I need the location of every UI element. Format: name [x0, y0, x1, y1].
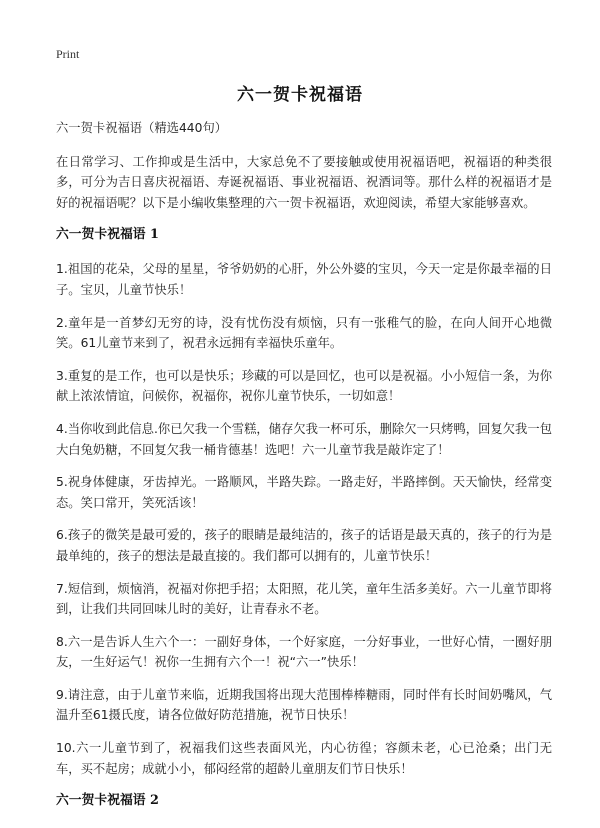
list-item: 1.祖国的花朵，父母的星星，爷爷奶奶的心肝，外公外婆的宝贝，今天一定是你最幸福的日子。宝贝，儿童节快乐！ — [56, 262, 552, 297]
list-item: 3.重复的是工作，也可以是快乐；珍藏的可以是回忆，也可以是祝福。小小短信一条，为你献上浓浓情谊，问候你，祝福你，祝你儿童节快乐，一切如意！ — [56, 368, 552, 404]
page-title: 六一贺卡祝福语 — [237, 85, 363, 105]
list-item: 10.六一儿童节到了，祝福我们这些表面风光，内心彷徨；容颜未老，心已沧桑；出门无车，买不起房；成就小小，郁闷经常的超龄儿童朋友们节日快乐！ — [56, 741, 552, 776]
article-body — [56, 118, 552, 825]
list-item: 9.请注意，由于儿童节来临，近期我国将出现大范围棒棒糖雨，同时伴有长时间奶嘴风，气温升至61摄氏度，请各位做好防范措施，祝节日快乐！ — [56, 687, 552, 723]
intro-paragraph: 在日常学习、工作抑或是生活中，大家总免不了要接触或使用祝福语吧，祝福语的种类很多，可分为吉日喜庆祝福语、寿诞祝福语、事业祝福语、祝酒词等。那什么样的祝福语才是好的祝福语呢？以下是小编收集整理的六一贺卡祝福语，欢迎阅读，希望大家能够喜欢。 — [56, 154, 552, 210]
print-link[interactable]: Print — [56, 47, 80, 61]
list-item: 6.孩子的微笑是最可爱的，孩子的眼睛是最纯洁的，孩子的话语是最天真的，孩子的行为是最单纯的，孩子的想法是最直接的。我们都可以拥有的，儿童节快乐！ — [56, 528, 552, 563]
list-item: 7.短信到，烦恼消，祝福对你把手招；太阳照，花儿笑，童年生活多美好。六一儿童节即将到，让我们共同回味儿时的美好，让青春永不老。 — [56, 581, 552, 617]
list-item: 4.当你收到此信息.你已欠我一个雪糕，储存欠我一杯可乐，删除欠一只烤鸭，回复欠我一包大白兔奶糖，不回复欠我一桶肯德基！选吧！六一儿童节我是敲诈定了！ — [56, 421, 552, 457]
article-subtitle: 六一贺卡祝福语（精选440句） — [56, 121, 228, 135]
list-item: 2.童年是一首梦幻无穷的诗，没有忧伤没有烦恼，只有一张稚气的脸，在向人间开心地微笑。61儿童节来到了，祝君永远拥有幸福快乐童年。 — [56, 315, 552, 351]
list-item: 5.祝身体健康，牙齿掉光。一路顺风，半路失踪。一路走好，半路摔倒。天天愉快，经常变态。笑口常开，笑死活该！ — [56, 475, 552, 510]
list-item: 8.六一是告诉人生六个一：一副好身体，一个好家庭，一分好事业，一世好心情，一圈好朋友，一生好运气！祝你一生拥有六个一！祝“六一”快乐！ — [56, 634, 552, 670]
section-heading: 六一贺卡祝福语 2 — [56, 793, 159, 809]
section-heading: 六一贺卡祝福语 1 — [56, 227, 159, 243]
